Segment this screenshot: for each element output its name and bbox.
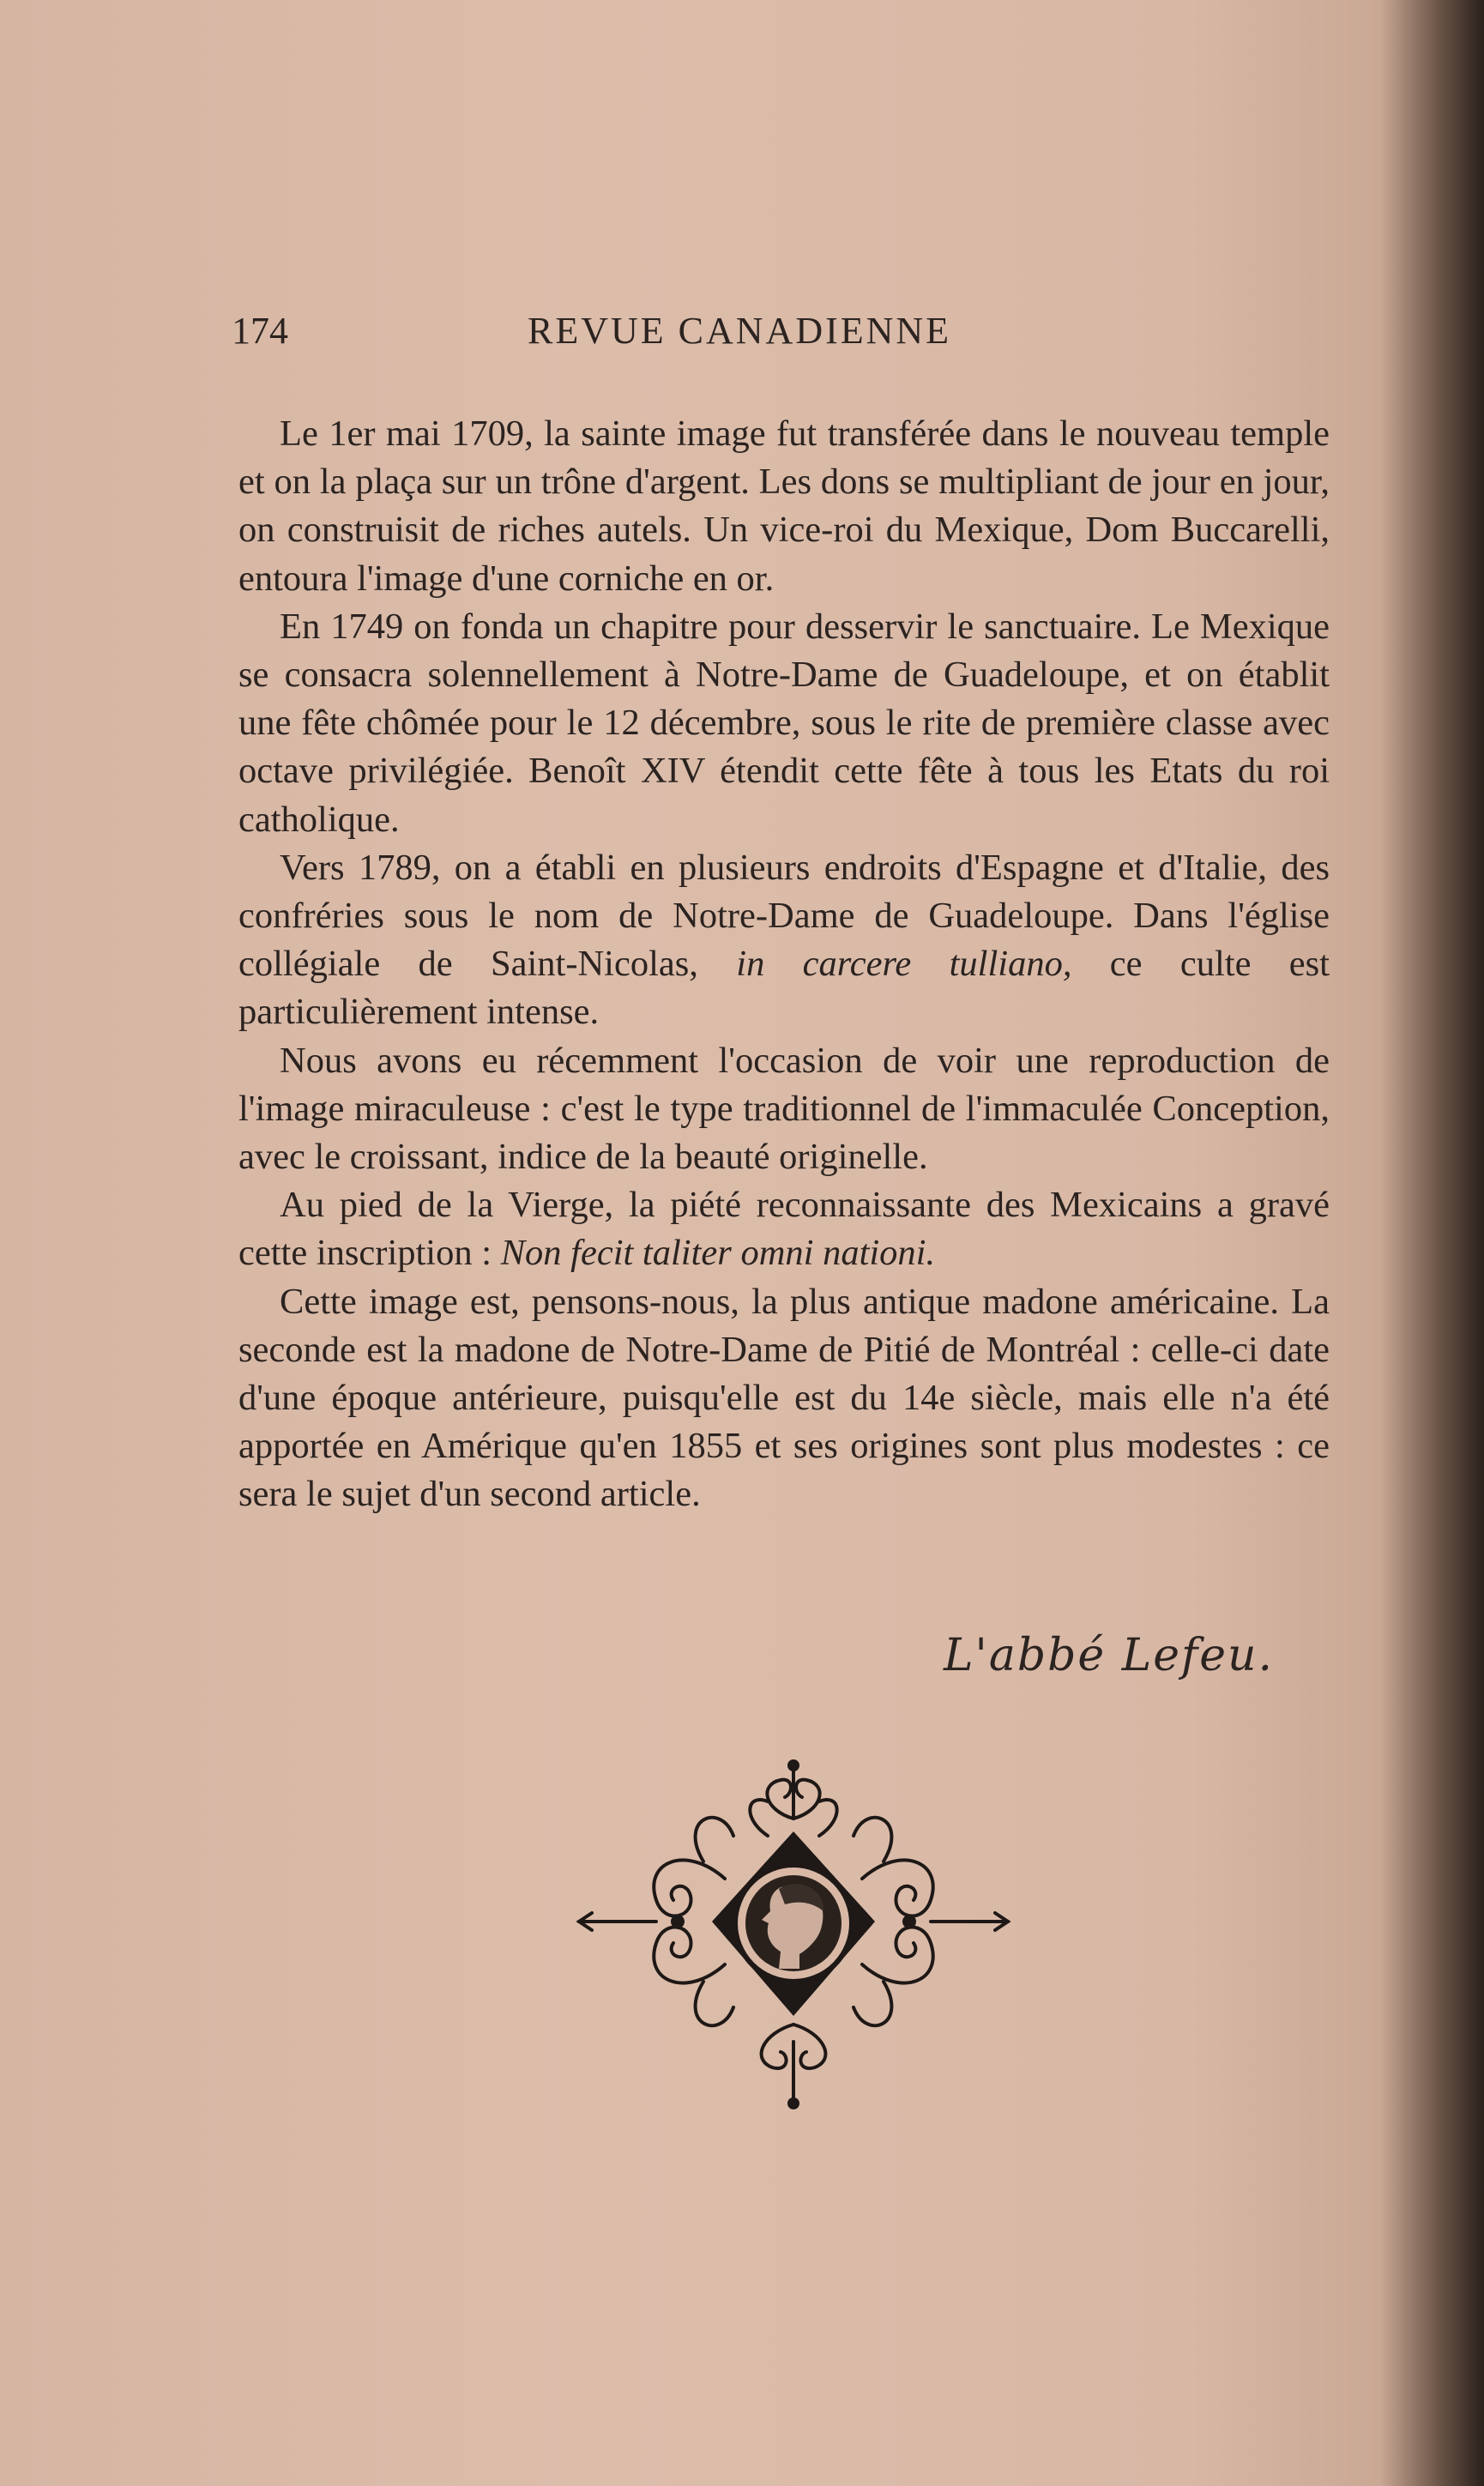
paragraph-3: Vers 1789, on a établi en plusieurs endroits d'Espagne et d'Italie, des confréries sous le nom de Notre-Dame de Guadeloupe. Dans l'église collégiale de Saint-Nicolas, in carcere tulliano, ce culte est particulièrement intense. <box>238 847 1330 1033</box>
page-number: 174 <box>232 310 288 352</box>
running-title: REVUE CANADIENNE <box>528 310 952 352</box>
author-signature: L'abbé Lefeu. <box>944 1630 1275 1681</box>
paragraph-2: En 1749 on fonda un chapitre pour desservir le sanctuaire. Le Mexique se consacra solennellement à Notre-Dame de Guadeloupe, et on établit une fête chômée pour le 12 décembre, sous le rite de première classe avec octave privilégiée. Benoît XIV étendit cette fête à tous les Etats du roi catholique. <box>238 606 1330 840</box>
paragraph-1: Le 1er mai 1709, la sainte image fut transférée dans le nouveau temple et on la plaça sur un trône d'argent. Les dons se multipliant de jour en jour, on construisit de riches autels. Un vice-roi du Mexique, Dom Buccarelli, entoura l'image d'une corniche en or. <box>238 413 1330 599</box>
latin-phrase: in carcere tulliano, <box>736 944 1072 985</box>
running-header <box>232 309 1098 369</box>
fleuron-medallion-icon <box>575 1759 1012 2110</box>
paragraph-4: Nous avons eu récemment l'occasion de voir une reproduction de l'image miraculeuse : c'est le type traditionnel de l'immaculée Conception, avec le croissant, indice de la beauté originelle. <box>238 1040 1330 1178</box>
article-body <box>238 410 1330 1519</box>
paragraph-5: Au pied de la Vierge, la piété reconnaissante des Mexicains a gravé cette inscription : Non fecit taliter omni nationi. <box>238 1185 1330 1274</box>
paragraph-6: Cette image est, pensons-nous, la plus antique madone américaine. La seconde est la madone de Notre-Dame de Pitié de Montréal : celle-ci date d'une époque antérieure, puisqu'elle est du 14e siècle, mais elle n'a été apportée en Amérique qu'en 1855 et ses origines sont plus modestes : ce sera le sujet d'un second article. <box>238 1281 1330 1515</box>
latin-inscription: Non fecit taliter omni nationi. <box>500 1233 936 1274</box>
